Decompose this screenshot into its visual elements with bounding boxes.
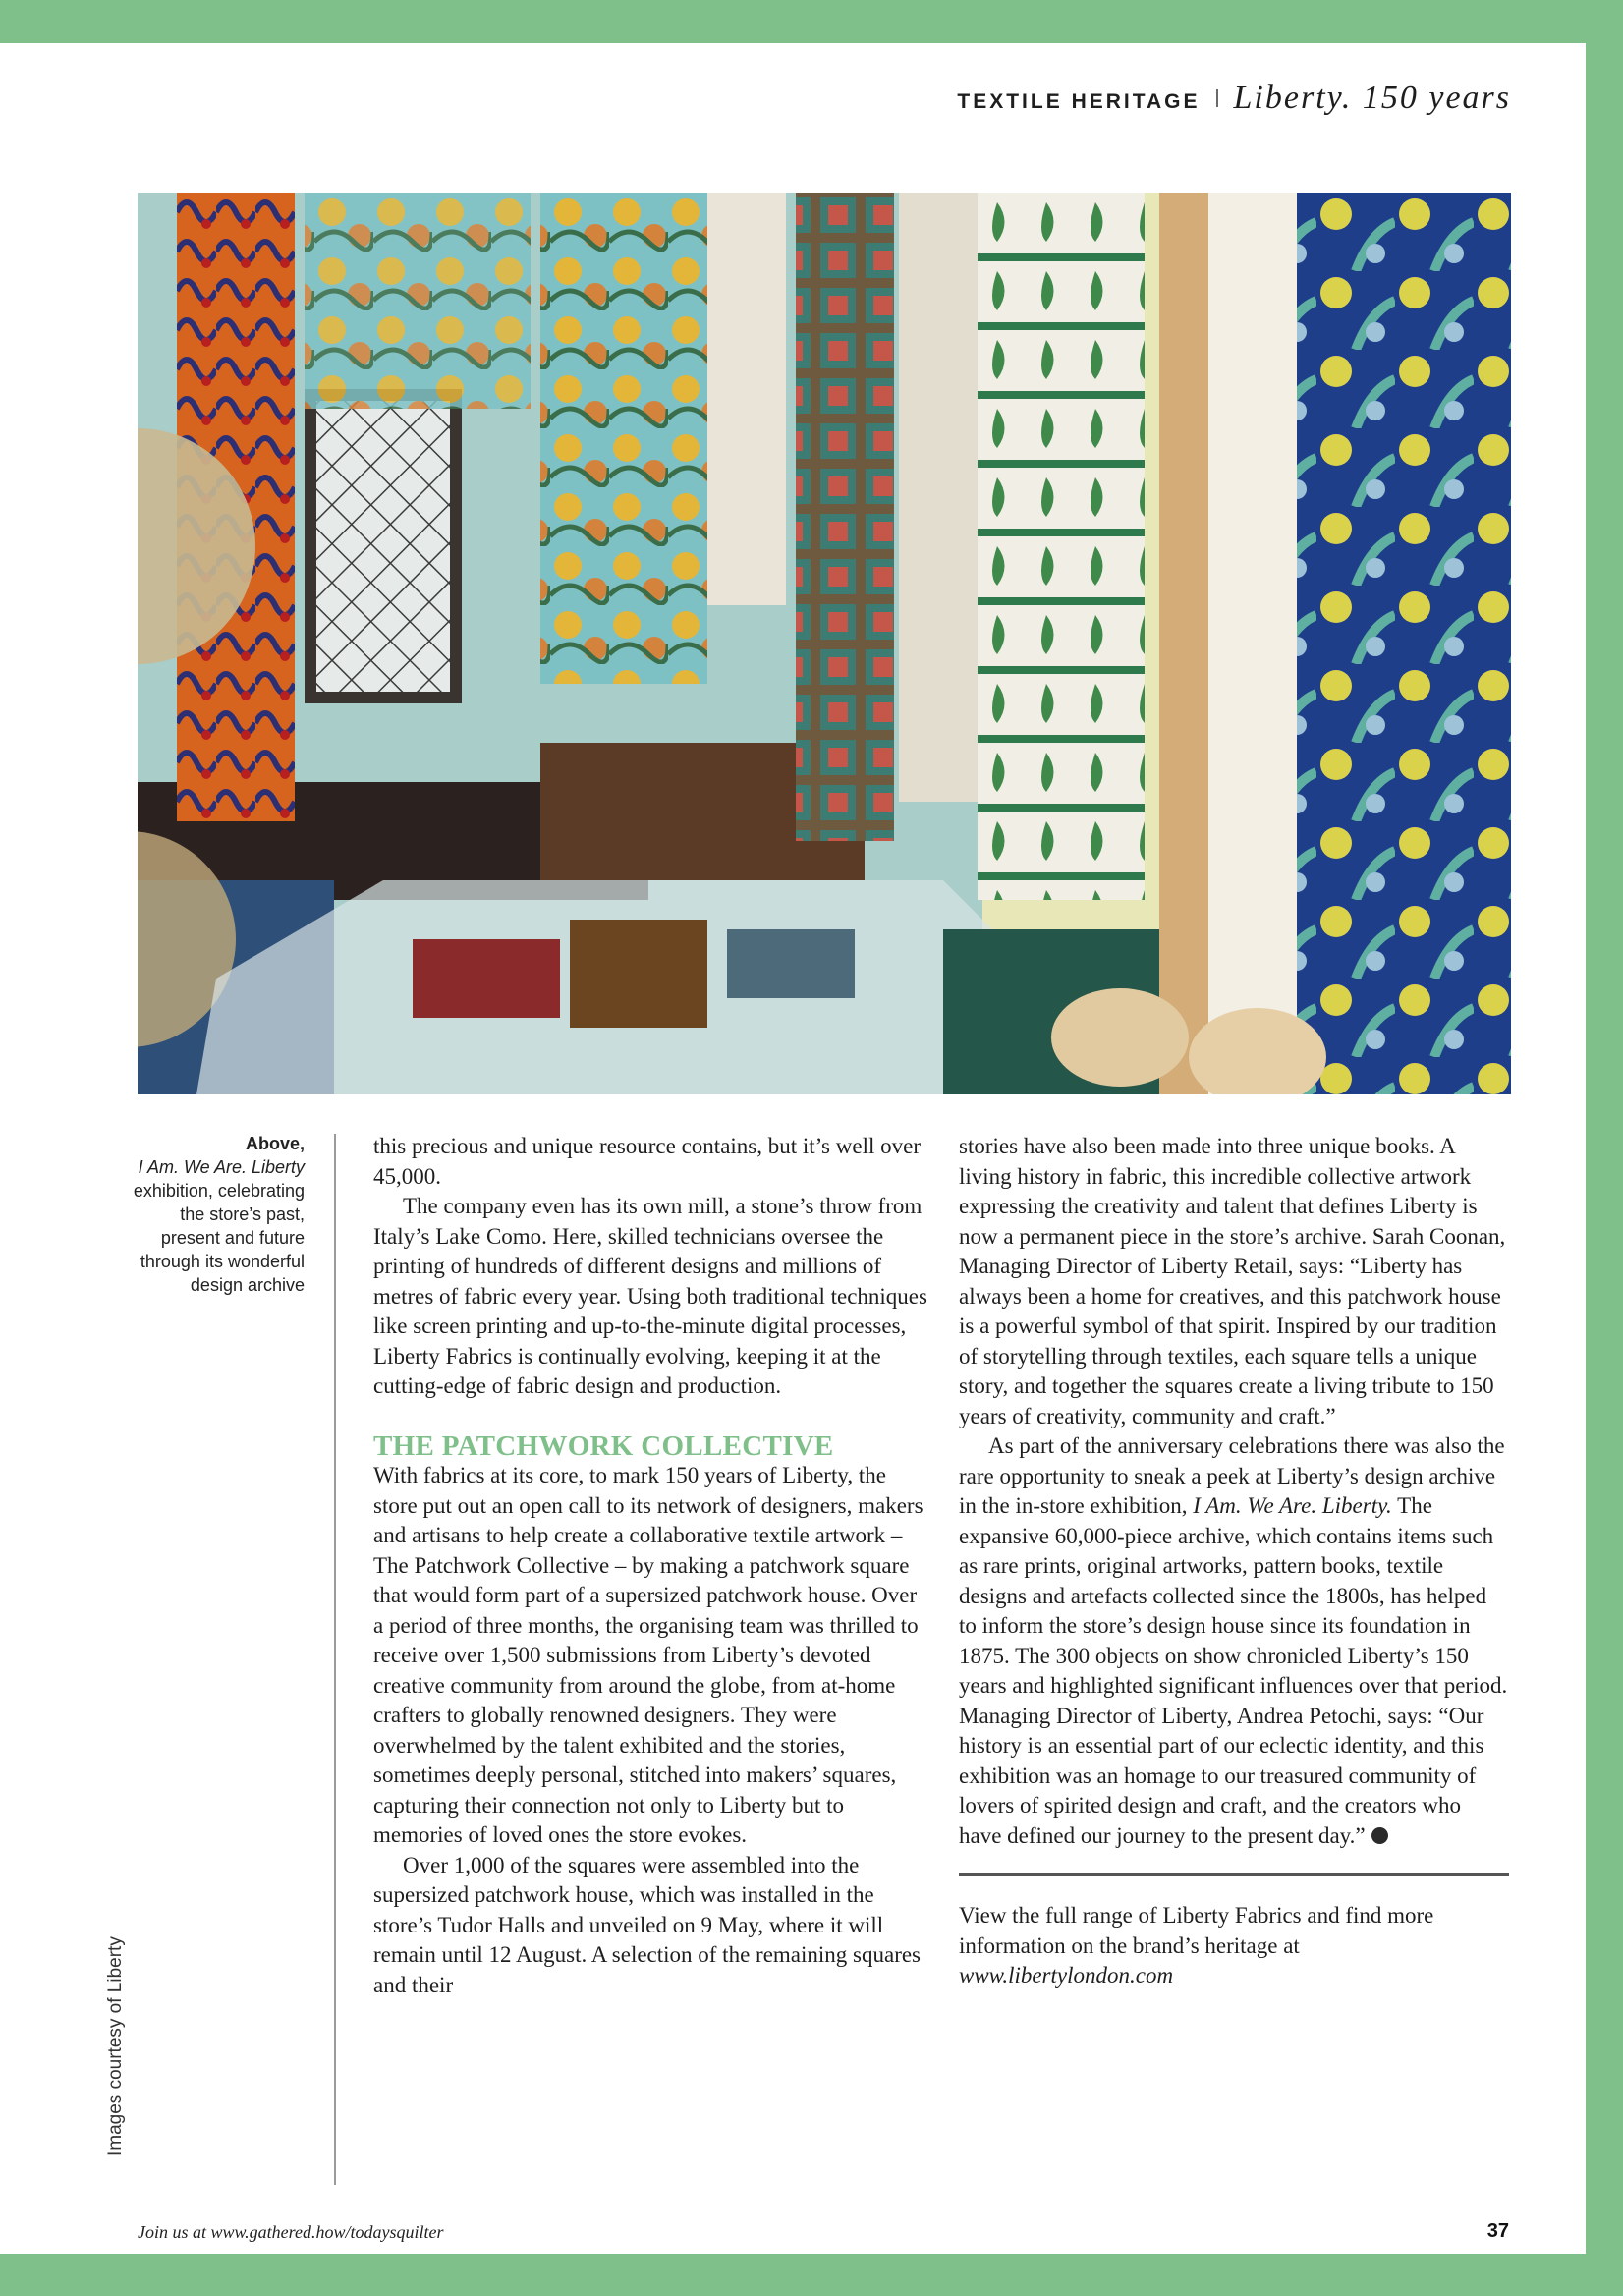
paragraph: The company even has its own mill, a stone’s throw from Italy’s Lake Como. Here, skilled technicians oversee the printing of hundreds of different designs and millions of metres of fabric every year. Using both traditional techniques like screen printing and up-to-the-minute digital processes, Liberty Fabrics is continually evolving, keeping it at the cutting-edge of fabric design and production. — [373, 1194, 927, 1398]
paragraph-text: The expansive 60,000-piece archive, which contains items such as rare prints, original artworks, pattern books, textile designs and artefacts collected since the 1800s, has helped to inform the store’s design house since its foundation in 1875. The 300 objects on show chronicled Liberty’s 150 years and highlighted significant influences over that period. Managing Director of Liberty, Andrea Petochi, says: “Our history is an essential part of our eclectic identity, and this exhibition was an homage to our treasured community of lovers of spirited design and craft, and the creators who have defined our journey to the present day.” — [959, 1493, 1508, 1848]
liberty-link[interactable]: www.libertylondon.com — [959, 1963, 1174, 1988]
section-label: TEXTILE HERITAGE — [957, 90, 1201, 113]
image-credit: Images courtesy of Liberty — [105, 1936, 126, 2156]
article-column-2 — [959, 1132, 1509, 1991]
photo-caption — [128, 1132, 305, 1297]
caption-divider — [334, 1134, 336, 2185]
paragraph: Over 1,000 of the squares were assembled into the supersized patchwork house, which was installed in the store’s Tudor Halls and unveiled on 9 May, where it will remain until 12 August. A selection of the remaining squares and their — [373, 1852, 922, 1997]
exhibition-title: I Am. We Are. Liberty. — [1193, 1493, 1392, 1518]
page-number: 37 — [1486, 2220, 1509, 2242]
article-column-1 — [373, 1132, 929, 2000]
end-mark-icon — [1371, 1827, 1388, 1844]
info-text — [959, 1901, 1509, 1991]
page-header — [957, 80, 1511, 117]
info-divider — [959, 1873, 1509, 1876]
paragraph: With fabrics at its core, to mark 150 years of Liberty, the store put out an open call to its network of designers, makers and artisans to help create a collaborative textile artwork – The Patchwork Collective – by making a patchwork square that would form part of a supersized patchwork house. Over a period of three months, the organising team was thrilled to receive over 1,500 submissions from Liberty’s devoted creative community from around the globe, from at-home crafters to globally renowned designers. They were overwhelmed by the talent exhibited and the stories, sometimes deeply personal, stitched into makers’ squares, capturing their connection not only to Liberty but to memories of loved ones the store evokes. — [373, 1463, 923, 1847]
series-title: Liberty. 150 years — [1233, 80, 1511, 116]
subheading: THE PATCHWORK COLLECTIVE — [373, 1429, 834, 1462]
caption-title: I Am. We Are. Liberty — [138, 1157, 305, 1177]
info-sentence: View the full range of Liberty Fabrics and find more information on the brand’s heritage at — [959, 1903, 1434, 1958]
caption-text: exhibition, celebrating the store’s past, present and future through its wonderful design archive — [133, 1181, 305, 1295]
exhibition-photo — [138, 193, 1511, 1094]
footer-website: Join us at www.gathered.how/todaysquilter — [138, 2222, 444, 2242]
paragraph: stories have also been made into three unique books. A living history in fabric, this incredible collective artwork expressing the creativity and talent that defines Liberty is now a permanent piece in the store’s archive. Sarah Coonan, Managing Director of Liberty Retail, says: “Liberty has always been a home for creatives, and this patchwork house is a powerful symbol of that spirit. Inspired by our tradition of storytelling through textiles, each square tells a unique story, and together the squares create a living tribute to 150 years of creativity, community and craft.” — [959, 1134, 1506, 1428]
paragraph — [959, 1431, 1509, 1851]
header-separator — [1216, 89, 1218, 107]
magazine-page — [0, 43, 1586, 2254]
paragraph: this precious and unique resource contains, but it’s well over 45,000. — [373, 1134, 921, 1189]
caption-lead: Above, — [245, 1134, 305, 1153]
paragraph-text: As part of the anniversary celebrations there was also the rare opportunity to sneak a peek at Liberty’s design archive in the in-store exhibition, — [959, 1433, 1505, 1518]
